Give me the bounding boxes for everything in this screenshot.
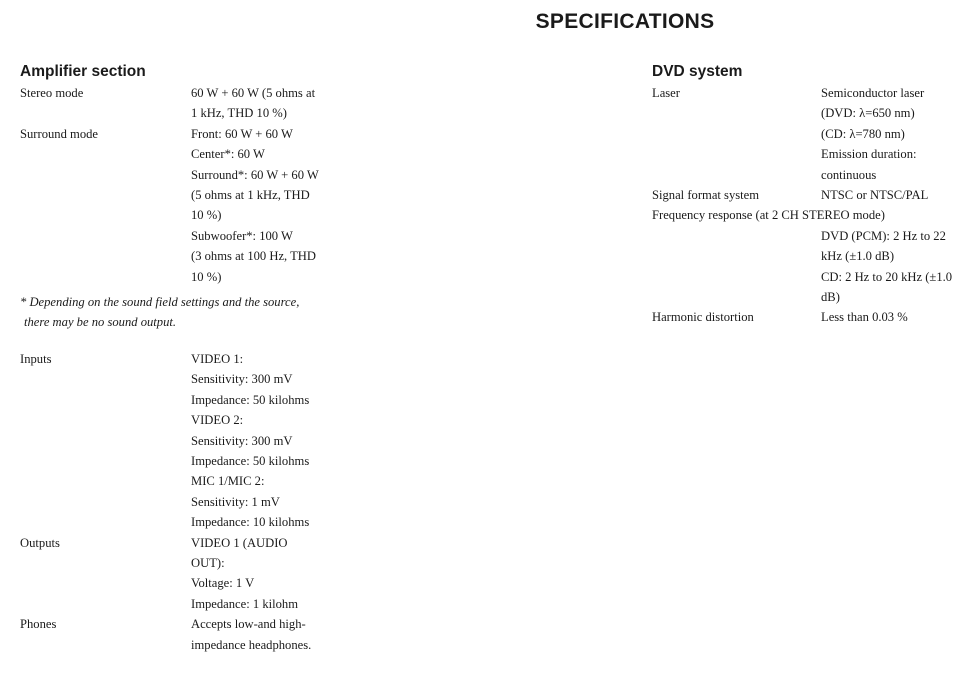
spec-label: Phones [20,617,57,632]
spec-value-line: MIC 1/MIC 2: [191,474,265,489]
spec-value-line: 10 %) [191,208,222,223]
spec-value-line: (5 ohms at 1 kHz, THD [191,188,310,203]
dvd-spec-table [652,83,928,205]
spec-label: Stereo mode [20,86,84,100]
spec-row-signal-format [652,185,928,205]
amplifier-column [20,62,420,655]
spec-value-line: (DVD: λ=650 nm) [821,106,915,121]
spec-value [191,614,371,655]
spec-label-empty [652,226,821,308]
spec-value-line: VIDEO 2: [191,413,244,428]
spec-value-line: 10 %) [191,269,222,284]
spec-row-phones [20,614,371,655]
spec-value-line: Impedance: 1 kilohm [191,596,299,611]
spec-value-line: Impedance: 50 kilohms [191,392,310,407]
spec-value-line: Emission duration: [821,147,917,162]
spec-row-inputs [20,349,371,533]
spec-value-line: (3 ohms at 100 Hz, THD [191,249,316,264]
spec-value [821,226,952,308]
spec-value: NTSC or NTSC/PAL [821,188,929,203]
amplifier-section-heading: Amplifier section [20,63,146,80]
spec-label: Outputs [20,535,60,550]
spec-value [191,533,371,615]
io-spec-table [20,349,371,655]
spec-value-line: 1 kHz, THD 10 %) [191,106,287,121]
amplifier-spec-table [20,83,371,287]
spec-label: Signal format system [652,188,760,203]
spec-value-line: Center*: 60 W [191,147,265,162]
spec-label: Harmonic distortion [652,310,754,325]
spec-value-line: DVD (PCM): 2 Hz to 22 [821,228,946,243]
spec-value-line: Sensitivity: 1 mV [191,494,280,509]
spec-value-line: Impedance: 10 kilohms [191,515,310,530]
spec-value-line: CD: 2 Hz to 20 kHz (±1.0 [821,269,953,284]
spec-label: Surround mode [20,126,99,141]
spec-label: Inputs [20,351,52,366]
spec-value-line: Sensitivity: 300 mV [191,372,293,387]
spec-value-line: kHz (±1.0 dB) [821,249,895,264]
page-title: SPECIFICATIONS [535,10,715,33]
spec-value-line: Semiconductor laser [821,86,925,100]
spec-value-line: OUT): [191,555,225,570]
spec-value-line: Impedance: 50 kilohms [191,453,310,468]
spec-value-line: 60 W + 60 W (5 ohms at [191,86,316,100]
spec-value-line: Surround*: 60 W + 60 W [191,167,319,182]
footnote [20,292,420,333]
dvd-section-heading: DVD system [652,63,743,80]
footnote-line: * Depending on the sound field settings and the source, [20,295,300,310]
spec-label: Laser [652,86,680,100]
spec-row-harmonic-distortion [652,307,952,327]
spec-value-line: VIDEO 1 (AUDIO [191,535,288,550]
spec-value: Less than 0.03 % [821,310,908,325]
spec-value-line: impedance headphones. [191,637,312,652]
spec-value-line: VIDEO 1: [191,351,244,366]
spec-value-line: Sensitivity: 300 mV [191,433,293,448]
spec-value-line: Front: 60 W + 60 W [191,126,293,141]
spec-value-line: Voltage: 1 V [191,576,255,591]
spec-value-line: dB) [821,290,840,305]
spec-row-stereo-mode [20,83,371,124]
spec-value [191,349,371,533]
spec-row-outputs [20,533,371,615]
spec-row-surround-mode [20,124,371,287]
dvd-column [652,62,976,328]
spec-value-line: Accepts low-and high- [191,617,306,632]
spec-value [191,83,371,124]
spec-row-frequency-response [652,226,952,308]
spec-value [191,124,371,287]
spec-value-line: continuous [821,167,877,182]
spec-value-line: (CD: λ=780 nm) [821,126,905,141]
spec-value [821,83,928,185]
spec-row-laser [652,83,928,185]
spec-label-frequency-response: Frequency response (at 2 CH STEREO mode) [652,208,885,223]
footnote-line: there may be no sound output. [24,315,177,330]
dvd-spec-table-continued [652,226,952,328]
spec-value-line: Subwoofer*: 100 W [191,228,293,243]
